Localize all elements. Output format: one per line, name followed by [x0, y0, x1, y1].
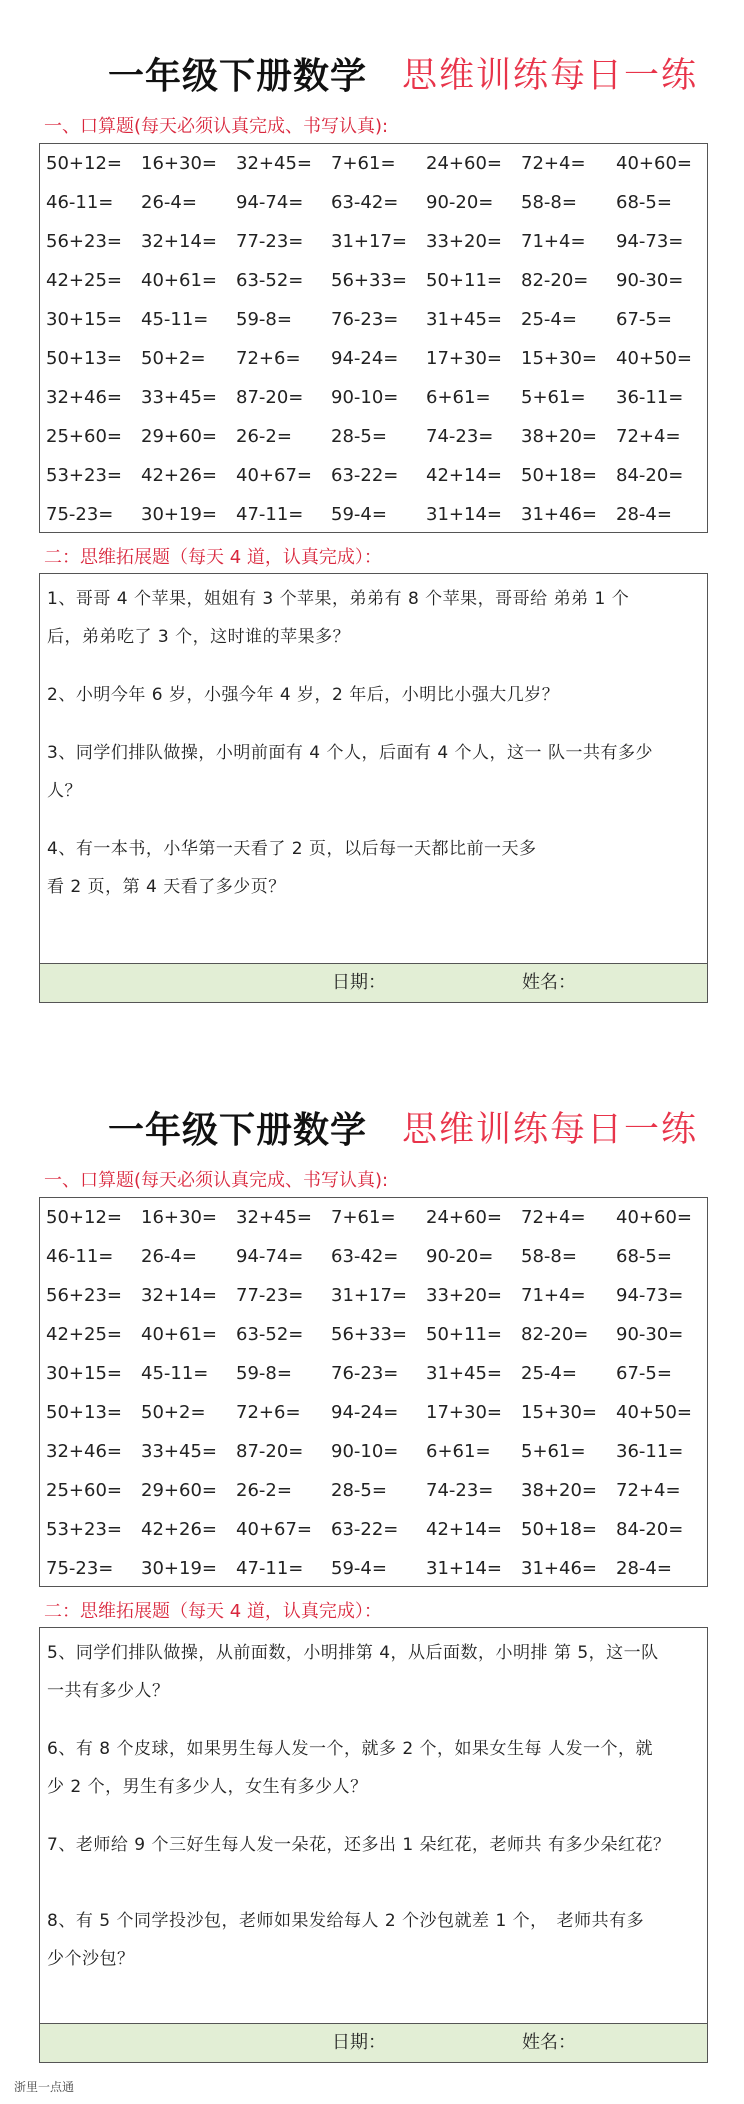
arithmetic-problem: 45-11= — [141, 1363, 209, 1384]
date-label: 日期： — [332, 972, 386, 993]
arithmetic-problem: 28-4= — [616, 504, 672, 525]
arithmetic-grid — [39, 1197, 708, 1587]
arithmetic-problem: 40+50= — [616, 348, 692, 369]
problem-line: 人？ — [47, 781, 82, 801]
arithmetic-problem: 28-5= — [331, 426, 387, 447]
arithmetic-problem: 76-23= — [331, 1363, 399, 1384]
arithmetic-problem: 30+15= — [46, 1363, 122, 1384]
problem-line: 看 2 页，第 4 天看了多少页？ — [47, 877, 286, 897]
arithmetic-problem: 31+17= — [331, 231, 407, 252]
arithmetic-problem: 30+19= — [141, 504, 217, 525]
arithmetic-problem: 32+45= — [236, 153, 312, 174]
arithmetic-problem: 63-42= — [331, 192, 399, 213]
problem-line: 6、有 8 个皮球，如果男生每人发一个，就多 2 个，如果女生每 人发一个，就 — [47, 1739, 653, 1759]
arithmetic-problem: 33+45= — [141, 1441, 217, 1462]
arithmetic-row — [40, 1393, 707, 1432]
arithmetic-problem: 90-10= — [331, 1441, 399, 1462]
problems-box — [39, 573, 708, 965]
signature-footer — [39, 2023, 708, 2063]
name-label: 姓名： — [522, 2032, 576, 2053]
arithmetic-row — [40, 1432, 707, 1471]
arithmetic-problem: 5+61= — [521, 1441, 586, 1462]
worksheet-subtitle: 思维训练每日一练 — [402, 1110, 699, 1150]
arithmetic-problem: 38+20= — [521, 426, 597, 447]
arithmetic-problem: 40+50= — [616, 1402, 692, 1423]
problem-line: 后，弟弟吃了 3 个，这时谁的苹果多？ — [47, 627, 351, 647]
problem-line: 3、同学们排队做操，小明前面有 4 个人，后面有 4 个人，这一 队一共有多少 — [47, 743, 653, 763]
arithmetic-problem: 63-22= — [331, 1519, 399, 1540]
arithmetic-problem: 16+30= — [141, 153, 217, 174]
arithmetic-problem: 63-42= — [331, 1246, 399, 1267]
arithmetic-row — [40, 456, 707, 495]
arithmetic-problem: 67-5= — [616, 309, 672, 330]
arithmetic-problem: 58-8= — [521, 1246, 577, 1267]
arithmetic-problem: 82-20= — [521, 1324, 589, 1345]
arithmetic-problem: 72+6= — [236, 348, 301, 369]
arithmetic-problem: 58-8= — [521, 192, 577, 213]
arithmetic-problem: 33+45= — [141, 387, 217, 408]
arithmetic-problem: 25+60= — [46, 426, 122, 447]
arithmetic-row — [40, 222, 707, 261]
problem-line: 少个沙包？ — [47, 1949, 135, 1969]
arithmetic-problem: 56+33= — [331, 270, 407, 291]
arithmetic-problem: 32+46= — [46, 387, 122, 408]
worksheet-title: 一年级下册数学 — [108, 1110, 368, 1151]
arithmetic-problem: 46-11= — [46, 1246, 114, 1267]
arithmetic-problem: 50+12= — [46, 1207, 122, 1228]
arithmetic-problem: 6+61= — [426, 1441, 491, 1462]
arithmetic-problem: 72+4= — [616, 426, 681, 447]
arithmetic-problem: 25-4= — [521, 1363, 577, 1384]
arithmetic-problem: 56+33= — [331, 1324, 407, 1345]
arithmetic-problem: 26-4= — [141, 192, 197, 213]
arithmetic-problem: 94-24= — [331, 348, 399, 369]
arithmetic-row — [40, 1510, 707, 1549]
name-label: 姓名： — [522, 972, 576, 993]
arithmetic-problem: 90-10= — [331, 387, 399, 408]
arithmetic-problem: 46-11= — [46, 192, 114, 213]
arithmetic-problem: 40+67= — [236, 1519, 312, 1540]
arithmetic-problem: 90-30= — [616, 1324, 684, 1345]
arithmetic-row — [40, 183, 707, 222]
arithmetic-problem: 28-5= — [331, 1480, 387, 1501]
signature-footer — [39, 963, 708, 1003]
arithmetic-problem: 32+14= — [141, 231, 217, 252]
arithmetic-problem: 7+61= — [331, 1207, 396, 1228]
arithmetic-row — [40, 1315, 707, 1354]
arithmetic-problem: 6+61= — [426, 387, 491, 408]
arithmetic-row — [40, 1237, 707, 1276]
arithmetic-problem: 84-20= — [616, 1519, 684, 1540]
arithmetic-problem: 53+23= — [46, 1519, 122, 1540]
arithmetic-problem: 94-73= — [616, 1285, 684, 1306]
arithmetic-row — [40, 1276, 707, 1315]
section-heading-arithmetic: 一、口算题(每天必须认真完成、书写认真): — [44, 1170, 389, 1191]
problem-line: 4、有一本书，小华第一天看了 2 页，以后每一天都比前一天多 — [47, 839, 537, 859]
arithmetic-problem: 50+13= — [46, 348, 122, 369]
arithmetic-problem: 56+23= — [46, 231, 122, 252]
arithmetic-row — [40, 495, 707, 534]
arithmetic-problem: 59-8= — [236, 1363, 292, 1384]
section-heading-arithmetic: 一、口算题(每天必须认真完成、书写认真): — [44, 116, 389, 137]
arithmetic-row — [40, 1471, 707, 1510]
arithmetic-problem: 24+60= — [426, 153, 502, 174]
problem-line: 7、老师给 9 个三好生每人发一朵花，还多出 1 朵红花，老师共 有多少朵红花？ — [47, 1835, 671, 1855]
arithmetic-problem: 36-11= — [616, 387, 684, 408]
arithmetic-problem: 90-20= — [426, 1246, 494, 1267]
arithmetic-problem: 63-52= — [236, 270, 304, 291]
arithmetic-problem: 50+13= — [46, 1402, 122, 1423]
arithmetic-problem: 50+2= — [141, 1402, 206, 1423]
arithmetic-problem: 94-24= — [331, 1402, 399, 1423]
arithmetic-problem: 36-11= — [616, 1441, 684, 1462]
arithmetic-problem: 50+2= — [141, 348, 206, 369]
arithmetic-problem: 38+20= — [521, 1480, 597, 1501]
arithmetic-row — [40, 1549, 707, 1588]
arithmetic-row — [40, 144, 707, 183]
arithmetic-problem: 77-23= — [236, 231, 304, 252]
problem-line: 一共有多少人？ — [47, 1681, 170, 1701]
arithmetic-problem: 31+14= — [426, 504, 502, 525]
arithmetic-row — [40, 1198, 707, 1237]
arithmetic-problem: 94-73= — [616, 231, 684, 252]
arithmetic-problem: 26-2= — [236, 1480, 292, 1501]
arithmetic-problem: 26-2= — [236, 426, 292, 447]
section-heading-thinking: 二：思维拓展题（每天 4 道，认真完成）： — [44, 1601, 382, 1622]
arithmetic-problem: 87-20= — [236, 1441, 304, 1462]
arithmetic-problem: 25+60= — [46, 1480, 122, 1501]
arithmetic-problem: 74-23= — [426, 1480, 494, 1501]
arithmetic-problem: 42+25= — [46, 270, 122, 291]
arithmetic-problem: 94-74= — [236, 1246, 304, 1267]
arithmetic-problem: 90-20= — [426, 192, 494, 213]
arithmetic-problem: 17+30= — [426, 348, 502, 369]
worksheet-subtitle: 思维训练每日一练 — [402, 56, 699, 96]
arithmetic-problem: 40+60= — [616, 1207, 692, 1228]
arithmetic-problem: 42+26= — [141, 465, 217, 486]
arithmetic-problem: 71+4= — [521, 1285, 586, 1306]
arithmetic-problem: 63-52= — [236, 1324, 304, 1345]
arithmetic-problem: 94-74= — [236, 192, 304, 213]
arithmetic-problem: 32+46= — [46, 1441, 122, 1462]
arithmetic-problem: 47-11= — [236, 504, 304, 525]
arithmetic-problem: 31+45= — [426, 309, 502, 330]
arithmetic-problem: 31+46= — [521, 504, 597, 525]
problem-line: 8、有 5 个同学投沙包，老师如果发给每人 2 个沙包就差 1 个， 老师共有多 — [47, 1911, 645, 1931]
arithmetic-problem: 50+18= — [521, 465, 597, 486]
arithmetic-problem: 31+17= — [331, 1285, 407, 1306]
arithmetic-problem: 42+14= — [426, 1519, 502, 1540]
arithmetic-row — [40, 417, 707, 456]
arithmetic-problem: 72+4= — [521, 1207, 586, 1228]
arithmetic-problem: 45-11= — [141, 309, 209, 330]
worksheet-title-row — [0, 1102, 744, 1162]
arithmetic-problem: 87-20= — [236, 387, 304, 408]
arithmetic-problem: 63-22= — [331, 465, 399, 486]
arithmetic-problem: 74-23= — [426, 426, 494, 447]
arithmetic-problem: 31+46= — [521, 1558, 597, 1579]
arithmetic-problem: 47-11= — [236, 1558, 304, 1579]
arithmetic-problem: 59-4= — [331, 504, 387, 525]
arithmetic-problem: 15+30= — [521, 1402, 597, 1423]
problem-line: 2、小明今年 6 岁，小强今年 4 岁，2 年后，小明比小强大几岁？ — [47, 685, 560, 705]
arithmetic-row — [40, 261, 707, 300]
arithmetic-problem: 30+15= — [46, 309, 122, 330]
arithmetic-problem: 32+14= — [141, 1285, 217, 1306]
arithmetic-problem: 50+11= — [426, 1324, 502, 1345]
arithmetic-problem: 16+30= — [141, 1207, 217, 1228]
arithmetic-problem: 28-4= — [616, 1558, 672, 1579]
arithmetic-problem: 68-5= — [616, 192, 672, 213]
arithmetic-problem: 50+18= — [521, 1519, 597, 1540]
arithmetic-problem: 90-30= — [616, 270, 684, 291]
arithmetic-problem: 77-23= — [236, 1285, 304, 1306]
arithmetic-problem: 15+30= — [521, 348, 597, 369]
problem-line: 少 2 个，男生有多少人，女生有多少人？ — [47, 1777, 368, 1797]
worksheet-title-row — [0, 48, 744, 108]
arithmetic-problem: 71+4= — [521, 231, 586, 252]
arithmetic-problem: 32+45= — [236, 1207, 312, 1228]
arithmetic-problem: 59-4= — [331, 1558, 387, 1579]
date-label: 日期： — [332, 2032, 386, 2053]
arithmetic-row — [40, 378, 707, 417]
arithmetic-problem: 67-5= — [616, 1363, 672, 1384]
arithmetic-problem: 53+23= — [46, 465, 122, 486]
arithmetic-problem: 59-8= — [236, 309, 292, 330]
arithmetic-problem: 42+25= — [46, 1324, 122, 1345]
arithmetic-problem: 33+20= — [426, 1285, 502, 1306]
arithmetic-problem: 31+45= — [426, 1363, 502, 1384]
arithmetic-problem: 26-4= — [141, 1246, 197, 1267]
arithmetic-problem: 40+67= — [236, 465, 312, 486]
arithmetic-problem: 40+61= — [141, 270, 217, 291]
arithmetic-problem: 82-20= — [521, 270, 589, 291]
arithmetic-grid — [39, 143, 708, 533]
arithmetic-problem: 30+19= — [141, 1558, 217, 1579]
arithmetic-problem: 72+4= — [616, 1480, 681, 1501]
arithmetic-problem: 25-4= — [521, 309, 577, 330]
arithmetic-problem: 29+60= — [141, 1480, 217, 1501]
arithmetic-problem: 5+61= — [521, 387, 586, 408]
arithmetic-problem: 31+14= — [426, 1558, 502, 1579]
arithmetic-row — [40, 1354, 707, 1393]
arithmetic-problem: 50+12= — [46, 153, 122, 174]
arithmetic-problem: 42+26= — [141, 1519, 217, 1540]
problem-line: 1、哥哥 4 个苹果，姐姐有 3 个苹果，弟弟有 8 个苹果，哥哥给 弟弟 1 个 — [47, 589, 630, 609]
watermark-text: 浙里一点通 — [14, 2080, 75, 2094]
arithmetic-problem: 7+61= — [331, 153, 396, 174]
arithmetic-problem: 50+11= — [426, 270, 502, 291]
arithmetic-problem: 40+61= — [141, 1324, 217, 1345]
arithmetic-problem: 68-5= — [616, 1246, 672, 1267]
arithmetic-problem: 75-23= — [46, 1558, 114, 1579]
arithmetic-problem: 17+30= — [426, 1402, 502, 1423]
arithmetic-problem: 40+60= — [616, 153, 692, 174]
problems-box — [39, 1627, 708, 2025]
section-heading-thinking: 二：思维拓展题（每天 4 道，认真完成）： — [44, 547, 382, 568]
arithmetic-row — [40, 339, 707, 378]
arithmetic-problem: 24+60= — [426, 1207, 502, 1228]
arithmetic-row — [40, 300, 707, 339]
arithmetic-problem: 75-23= — [46, 504, 114, 525]
arithmetic-problem: 29+60= — [141, 426, 217, 447]
arithmetic-problem: 76-23= — [331, 309, 399, 330]
problem-line: 5、同学们排队做操，从前面数，小明排第 4，从后面数，小明排 第 5，这一队 — [47, 1643, 659, 1663]
arithmetic-problem: 72+6= — [236, 1402, 301, 1423]
arithmetic-problem: 56+23= — [46, 1285, 122, 1306]
arithmetic-problem: 84-20= — [616, 465, 684, 486]
arithmetic-problem: 42+14= — [426, 465, 502, 486]
worksheet-title: 一年级下册数学 — [108, 56, 368, 97]
arithmetic-problem: 33+20= — [426, 231, 502, 252]
arithmetic-problem: 72+4= — [521, 153, 586, 174]
